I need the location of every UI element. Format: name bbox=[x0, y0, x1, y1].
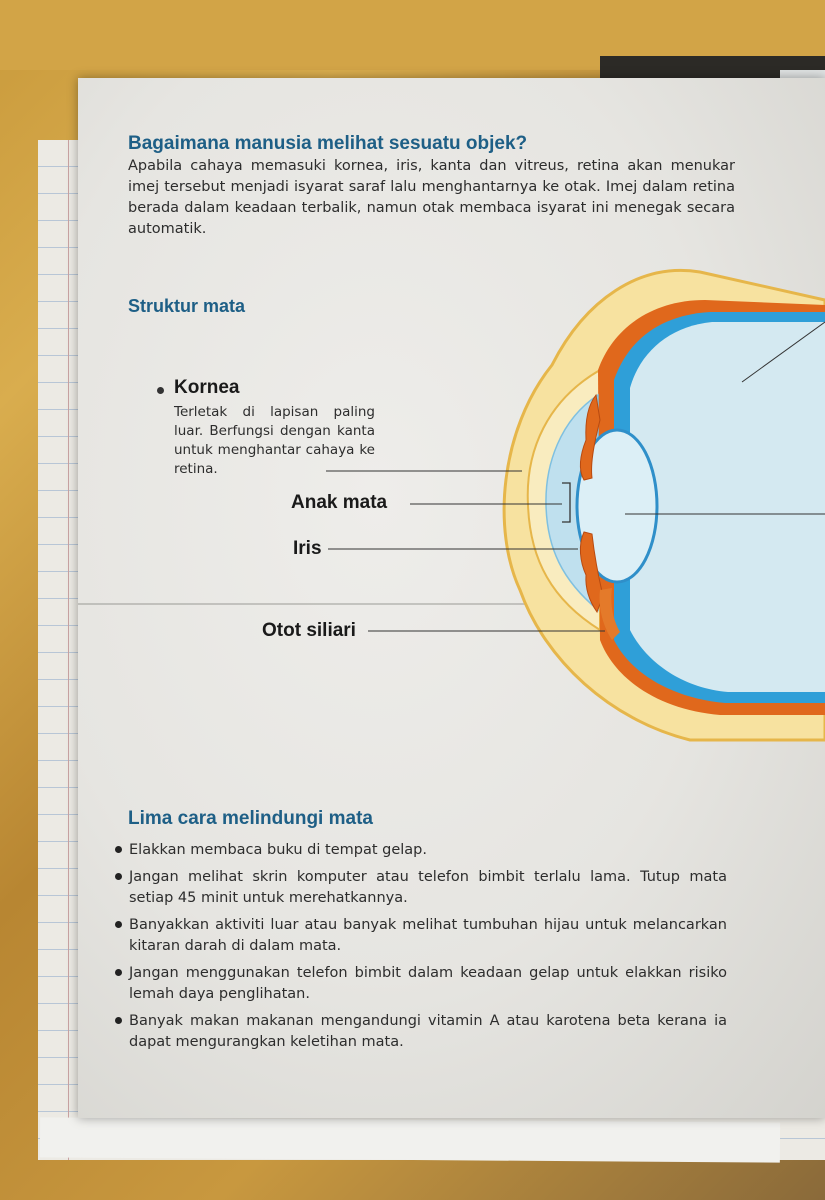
kornea-desc: Terletak di lapisan paling luar. Berfungsi dengan kanta untuk menghantar cahaya ke retina. bbox=[174, 404, 375, 477]
structure-heading: Struktur mata bbox=[128, 296, 246, 316]
intro-heading: Bagaimana manusia melihat sesuatu objek? bbox=[128, 133, 528, 154]
tips-heading: Lima cara melindungi mata bbox=[128, 808, 373, 829]
vitreous bbox=[630, 322, 825, 692]
tip-item: Banyakkan aktiviti luar atau banyak melihat tumbuhan hijau untuk melancarkan kitaran darah di dalam mata. bbox=[113, 915, 727, 957]
iris-label: Iris bbox=[293, 538, 322, 559]
anak-mata-label: Anak mata bbox=[291, 492, 388, 513]
tip-item: Jangan menggunakan telefon bimbit dalam keadaan gelap untuk elakkan risiko lemah daya penglihatan. bbox=[113, 963, 727, 1005]
kornea-bullet bbox=[157, 387, 164, 394]
kornea-title: Kornea bbox=[174, 377, 240, 398]
otot-siliari-label: Otot siliari bbox=[262, 620, 356, 641]
tips-list bbox=[113, 840, 727, 1059]
tip-item: Banyak makan makanan mengandungi vitamin A atau karotena beta kerana ia dapat mengurangkan keletihan mata. bbox=[113, 1011, 727, 1053]
tip-item: Elakkan membaca buku di tempat gelap. bbox=[113, 840, 727, 861]
intro-body: Apabila cahaya memasuki kornea, iris, kanta dan vitreus, retina akan menukar imej tersebut menjadi isyarat saraf lalu menghantarnya ke otak. Imej dalam retina berada dalam keadaan terbalik, namun otak membaca isyarat ini menegak secara automatik. bbox=[128, 158, 735, 237]
tip-item: Jangan melihat skrin komputer atau telefon bimbit terlalu lama. Tutup mata setiap 45 minit untuk merehatkannya. bbox=[113, 867, 727, 909]
